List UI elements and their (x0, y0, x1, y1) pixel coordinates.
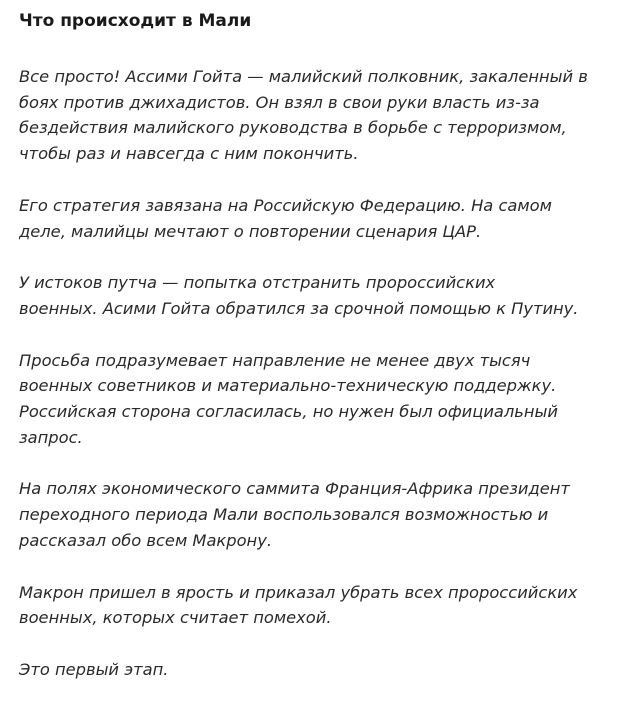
text-line: военных. Асими Гойта обратился за срочной помощью к Путину. (19, 298, 579, 318)
text-line: На полях экономического саммита Франция-Африка президент (19, 479, 570, 499)
paragraph-5 (19, 476, 609, 553)
text-line: Это первый этап. (19, 659, 169, 679)
paragraph-4 (19, 348, 609, 451)
post-body (19, 64, 609, 683)
text-line: бездействия малийского руководства в борьбе с терроризмом, (19, 118, 567, 138)
text-line: деле, малийцы мечтают о повторении сценария ЦАР. (19, 221, 482, 241)
text-line: военных советников и материально-техническую поддержку. (19, 376, 557, 396)
text-line: военных, которых считает помехой. (19, 608, 332, 628)
text-line: чтобы раз и навсегда с ним покончить. (19, 144, 359, 164)
text-line: рассказал обо всем Макрону. (19, 530, 273, 550)
paragraph-1 (19, 64, 609, 167)
text-line: Макрон пришел в ярость и приказал убрать всех пророссийских (19, 582, 578, 602)
text-line: Российская сторона согласилась, но нужен был официальный (19, 402, 558, 422)
text-line: Просьба подразумевает направление не менее двух тысяч (19, 350, 531, 370)
text-line: запрос. (19, 427, 83, 447)
text-line: переходного периода Мали воспользовался возможностью и (19, 505, 549, 525)
text-line: Его стратегия завязана на Российскую Федерацию. На самом (19, 195, 552, 215)
text-line: боях против джихадистов. Он взял в свои руки власть из-за (19, 92, 540, 112)
paragraph-3 (19, 270, 609, 321)
text-line: У истоков путча — попытка отстранить пророссийских (19, 273, 496, 293)
paragraph-2 (19, 193, 609, 244)
text-line: Все просто! Ассими Гойта — малийский полковник, закаленный в (19, 67, 588, 86)
post-title: Что происходит в Мали (19, 11, 252, 31)
post (19, 9, 609, 709)
paragraph-6 (19, 580, 609, 631)
paragraph-7 (19, 657, 609, 683)
